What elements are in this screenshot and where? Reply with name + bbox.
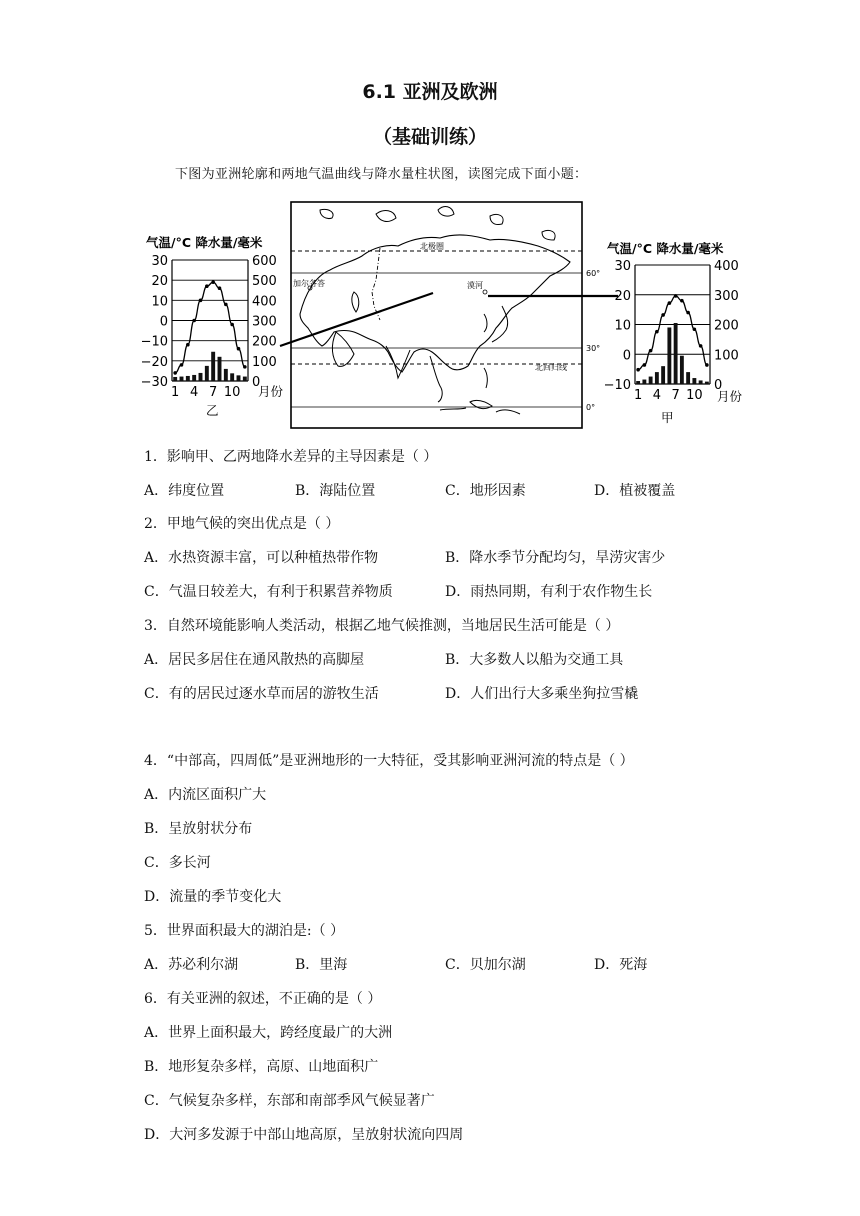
q6-option-d: D．大河多发源于中部山地高原，呈放射状流向四周 [144, 1127, 464, 1143]
chart-yi-temp-point [199, 299, 203, 303]
chart-jia-precip-bar [667, 327, 671, 384]
q1-option-d: D．植被覆盖 [594, 483, 676, 499]
asia-map [291, 202, 600, 428]
q3-option-a: A．居民多居住在通风散热的高脚屋 [144, 652, 365, 668]
q4-option-b: B．呈放射状分布 [144, 821, 253, 837]
q5-option-b: B．里海 [295, 957, 348, 973]
chart-jia-temp-point [693, 327, 697, 331]
chart-yi-month-label: 月份 [258, 384, 284, 399]
lat-0-label: 0° [586, 403, 596, 412]
q2-option-b: B．降水季节分配均匀，旱涝灾害少 [445, 550, 666, 566]
chart-yi-temp-point [230, 323, 234, 327]
chart-yi-precip-tick: 400 [252, 294, 277, 310]
chart-jia-temp-point [699, 344, 703, 348]
question-4-stem: 4．“中部高，四周低”是亚洲地形的一大特征，受其影响亚洲河流的特点是（ ） [144, 753, 634, 769]
chart-jia-month-tick: 4 [652, 388, 662, 403]
chart-jia-temp-tick: 20 [614, 288, 631, 304]
chart-jia-temp-point [649, 349, 653, 353]
chart-yi-temp-point [211, 280, 215, 284]
chart-yi-precip-bar [173, 377, 177, 381]
chart-jia-temp-point [705, 363, 709, 367]
lat-30-label: 30° [586, 344, 601, 353]
q4-option-a: A．内流区面积广大 [144, 787, 267, 803]
q4-option-c: C．多长河 [144, 855, 211, 871]
figure-map-and-climate-charts [140, 196, 745, 436]
chart-jia-month-label: 月份 [717, 389, 743, 404]
chart-jia-header: 气温/°C 降水量/毫米 [607, 241, 724, 256]
chart-yi-precip-bar [199, 373, 203, 381]
chart-jia-temp-tick: 10 [614, 318, 631, 334]
chart-jia-temp-point [686, 311, 690, 315]
q5-option-d: D．死海 [594, 957, 648, 973]
chart-jia-temp-point [655, 330, 659, 334]
chart-yi-temp-tick: −30 [140, 375, 168, 390]
chart-jia-precip-bar [674, 323, 678, 384]
chart-yi-precip-bar [180, 377, 184, 381]
chart-yi-precip-bar [237, 375, 241, 381]
q1-option-c: C．地形因素 [445, 483, 526, 499]
chart-jia-precip-bar [636, 381, 640, 384]
arctic-circle-label: 北极圈 [420, 242, 444, 251]
chart-yi-precip-tick: 300 [252, 314, 277, 330]
q6-option-b: B．地形复杂多样，高原、山地面积广 [144, 1059, 379, 1075]
page-subtitle: （基础训练） [372, 126, 487, 148]
chart-yi-temp-line [175, 282, 245, 373]
chart-jia-station-label: 甲 [661, 410, 674, 425]
chart-yi-temp-point [218, 286, 222, 290]
chart-yi-temp-tick: 10 [151, 294, 168, 310]
q3-option-b: B．大多数人以船为交通工具 [445, 652, 624, 668]
chart-jia-month-tick: 10 [686, 388, 703, 403]
chart-yi-precip-tick: 500 [252, 274, 277, 290]
q1-option-a: A．纬度位置 [144, 483, 225, 499]
chart-yi-month-tick: 10 [223, 385, 241, 400]
chart-yi-precip-bar [230, 373, 234, 381]
chart-jia-precip-tick: 400 [714, 259, 739, 274]
climate-chart-yi [141, 235, 284, 418]
chart-yi-temp-point [192, 319, 196, 323]
chart-yi-precip-bar [192, 375, 196, 381]
chart-jia-precip-bar [680, 356, 684, 384]
chart-jia-precip-tick: 100 [714, 348, 739, 364]
chart-yi-month-tick: 4 [190, 385, 199, 400]
chart-yi-temp-point [173, 371, 177, 375]
chart-jia-precip-bar [686, 372, 690, 384]
chart-jia-temp-line [638, 296, 707, 370]
chart-yi-temp-point [237, 347, 241, 351]
chart-yi-temp-point [180, 363, 184, 367]
lat-60-label: 60° [586, 269, 601, 278]
chart-jia-precip-bar [649, 377, 653, 384]
chart-yi-precip-bar [211, 352, 215, 381]
chart-jia-month-tick: 7 [671, 388, 680, 403]
chart-yi-temp-tick: 30 [151, 254, 168, 269]
q2-option-d: D．雨热同期，有利于农作物生长 [445, 584, 653, 600]
chart-jia-precip-bar [661, 366, 665, 384]
yi-city-label: 加尔各答 [293, 279, 325, 288]
chart-yi-temp-point [224, 303, 228, 307]
q2-option-a: A．水热资源丰富，可以种植热带作物 [144, 550, 379, 566]
tropic-label: 北回归线 [535, 363, 567, 372]
chart-yi-precip-tick: 0 [252, 375, 261, 390]
chart-jia-temp-point [668, 301, 672, 305]
chart-yi-temp-point [243, 365, 247, 369]
q6-option-c: C．气候复杂多样，东部和南部季风气候显著广 [144, 1093, 435, 1109]
chart-jia-temp-tick: −10 [603, 378, 631, 393]
q5-option-c: C．贝加尔湖 [445, 957, 526, 973]
chart-jia-temp-point [680, 299, 684, 303]
chart-jia-precip-bar [642, 380, 646, 384]
chart-yi-precip-bar [186, 376, 190, 381]
page-title: 6.1 亚洲及欧洲 [362, 81, 498, 103]
question-3-stem: 3．自然环境能影响人类活动，根据乙地气候推测，当地居民生活可能是（ ） [144, 618, 620, 634]
chart-jia-precip-tick: 300 [714, 288, 739, 304]
chart-jia-precip-tick: 0 [714, 378, 723, 393]
chart-yi-month-tick: 1 [171, 385, 180, 400]
q5-option-a: A．苏必利尔湖 [144, 957, 239, 973]
q6-option-a: A．世界上面积最大，跨经度最广的大洲 [144, 1025, 393, 1041]
chart-jia-temp-point [661, 313, 665, 317]
chart-jia-temp-point [636, 368, 640, 372]
chart-yi-temp-tick: 0 [159, 314, 168, 330]
chart-yi-temp-point [186, 343, 190, 347]
q4-option-d: D．流量的季节变化大 [144, 889, 282, 905]
question-5-stem: 5．世界面积最大的湖泊是:（ ） [144, 923, 345, 939]
chart-yi-precip-bar [224, 369, 228, 381]
chart-jia-temp-point [674, 294, 678, 298]
q1-option-b: B．海陆位置 [295, 483, 376, 499]
chart-yi-precip-tick: 200 [252, 334, 277, 350]
question-2-stem: 2．甲地气候的突出优点是（ ） [144, 516, 340, 532]
chart-jia-temp-tick: 0 [622, 348, 631, 364]
chart-jia-precip-bar [705, 382, 709, 384]
q3-option-c: C．有的居民过逐水草而居的游牧生活 [144, 686, 379, 702]
chart-jia-precip-bar [699, 380, 703, 384]
question-1-stem: 1．影响甲、乙两地降水差异的主导因素是（ ） [144, 449, 438, 465]
chart-yi-month-tick: 7 [209, 385, 218, 400]
chart-yi-precip-bar [205, 366, 209, 381]
climate-chart-jia [604, 241, 743, 425]
chart-jia-temp-point [643, 363, 647, 367]
chart-yi-precip-bar [243, 377, 247, 381]
chart-yi-temp-tick: −20 [140, 354, 168, 370]
chart-jia-month-tick: 1 [633, 388, 643, 403]
intro-text: 下图为亚洲轮廓和两地气温曲线与降水量柱状图，读图完成下面小题： [175, 167, 588, 182]
chart-yi-temp-tick: −10 [140, 334, 168, 350]
chart-jia-precip-tick: 200 [714, 318, 739, 334]
jia-city-label: 漠河 [467, 281, 483, 290]
chart-yi-temp-point [205, 284, 209, 288]
chart-yi-precip-bar [218, 357, 222, 381]
chart-jia-precip-bar [692, 378, 696, 384]
chart-yi-header: 气温/°C 降水量/毫米 [146, 235, 263, 250]
chart-yi-station-label: 乙 [206, 403, 219, 418]
q2-option-c: C．气温日较差大，有利于积累营养物质 [144, 584, 393, 600]
chart-jia-precip-bar [655, 372, 659, 384]
chart-jia-temp-tick: 30 [614, 259, 631, 274]
question-6-stem: 6．有关亚洲的叙述，不正确的是（ ） [144, 991, 382, 1007]
chart-yi-precip-tick: 600 [252, 254, 277, 269]
q3-option-d: D．人们出行大多乘坐狗拉雪橇 [445, 686, 639, 702]
chart-yi-temp-tick: 20 [151, 274, 168, 290]
chart-yi-precip-tick: 100 [252, 354, 277, 370]
